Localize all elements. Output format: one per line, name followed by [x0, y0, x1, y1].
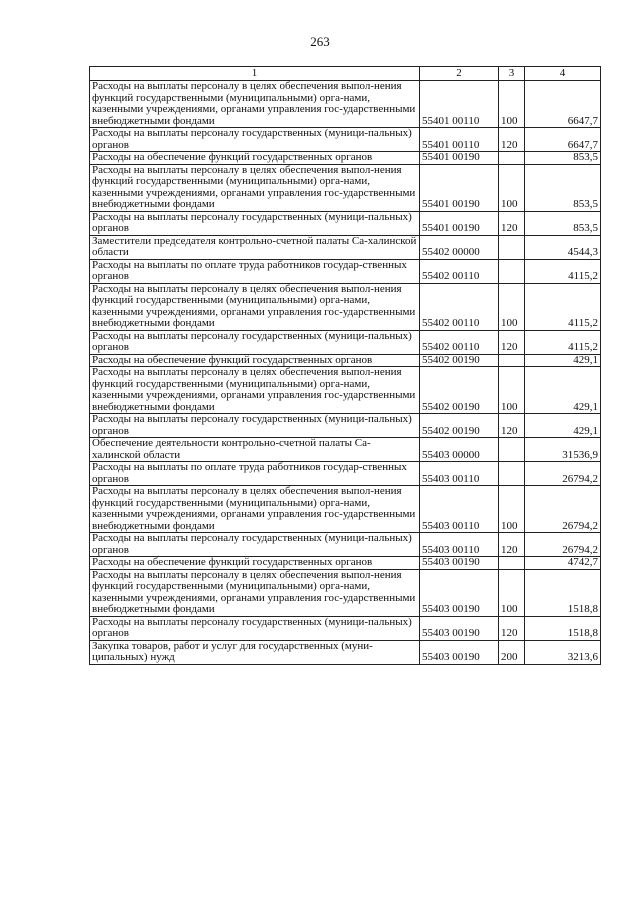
row-code: 55402 00190 [420, 367, 499, 414]
table-row [90, 557, 601, 570]
row-code: 55403 00190 [420, 569, 499, 616]
row-name: Расходы на выплаты персоналу в целях обеспечения выпол-нения функций государственными (муниципальными) орга-нами, казенными учреждениями, органами управления гос-ударственными внебюджетными фондами [90, 569, 420, 616]
row-code: 55402 00110 [420, 330, 499, 354]
row-type: 100 [499, 283, 525, 330]
table-row [90, 235, 601, 259]
row-code: 55401 00110 [420, 81, 499, 128]
header-col-1: 1 [90, 67, 420, 81]
table-row [90, 367, 601, 414]
table-row [90, 486, 601, 533]
row-type: 120 [499, 128, 525, 152]
row-sum: 4115,2 [525, 259, 601, 283]
table-row [90, 640, 601, 664]
table-row [90, 152, 601, 165]
row-sum: 429,1 [525, 354, 601, 367]
row-code: 55403 00000 [420, 438, 499, 462]
table-row [90, 81, 601, 128]
row-sum: 26794,2 [525, 533, 601, 557]
row-sum: 4115,2 [525, 330, 601, 354]
row-code: 55403 00190 [420, 640, 499, 664]
row-name: Расходы на выплаты персоналу в целях обеспечения выпол-нения функций государственными (муниципальными) орга-нами, казенными учреждениями, органами управления гос-ударственными внебюджетными фондами [90, 486, 420, 533]
row-type [499, 462, 525, 486]
row-name: Расходы на выплаты персоналу в целях обеспечения выпол-нения функций государственными (муниципальными) орга-нами, казенными учреждениями, органами управления гос-ударственными внебюджетными фондами [90, 164, 420, 211]
row-type: 100 [499, 81, 525, 128]
table-row [90, 533, 601, 557]
row-name: Расходы на обеспечение функций государственных органов [90, 152, 420, 165]
row-type: 200 [499, 640, 525, 664]
row-type: 100 [499, 367, 525, 414]
row-sum: 4115,2 [525, 283, 601, 330]
row-type [499, 259, 525, 283]
header-col-2: 2 [420, 67, 499, 81]
table-row [90, 259, 601, 283]
row-name: Расходы на выплаты по оплате труда работников государ-ственных органов [90, 462, 420, 486]
table-row [90, 128, 601, 152]
row-name: Расходы на выплаты персоналу государственных (муници-пальных) органов [90, 533, 420, 557]
header-row [90, 67, 601, 81]
header-col-4: 4 [525, 67, 601, 81]
row-name: Обеспечение деятельности контрольно-счетной палаты Са-халинской области [90, 438, 420, 462]
row-type: 120 [499, 330, 525, 354]
row-type [499, 557, 525, 570]
row-type: 120 [499, 616, 525, 640]
table-row [90, 211, 601, 235]
row-sum: 4742,7 [525, 557, 601, 570]
row-code: 55403 00190 [420, 616, 499, 640]
row-name: Заместители председателя контрольно-счетной палаты Са-халинской области [90, 235, 420, 259]
row-name: Расходы на выплаты персоналу государственных (муници-пальных) органов [90, 211, 420, 235]
row-type [499, 354, 525, 367]
row-code: 55401 00190 [420, 164, 499, 211]
row-type [499, 152, 525, 165]
row-name: Расходы на выплаты персоналу в целях обеспечения выпол-нения функций государственными (муниципальными) орга-нами, казенными учреждениями, органами управления гос-ударственными внебюджетными фондами [90, 367, 420, 414]
row-name: Расходы на выплаты персоналу в целях обеспечения выпол-нения функций государственными (муниципальными) орга-нами, казенными учреждениями, органами управления гос-ударственными внебюджетными фондами [90, 81, 420, 128]
row-sum: 429,1 [525, 367, 601, 414]
row-sum: 853,5 [525, 211, 601, 235]
row-type: 120 [499, 533, 525, 557]
row-sum: 6647,7 [525, 81, 601, 128]
table-row [90, 569, 601, 616]
row-sum: 1518,8 [525, 569, 601, 616]
row-sum: 429,1 [525, 414, 601, 438]
row-name: Расходы на обеспечение функций государственных органов [90, 557, 420, 570]
row-type: 100 [499, 164, 525, 211]
row-type: 120 [499, 414, 525, 438]
header-col-3: 3 [499, 67, 525, 81]
row-name: Закупка товаров, работ и услуг для государственных (муни-ципальных) нужд [90, 640, 420, 664]
row-code: 55401 00190 [420, 152, 499, 165]
row-name: Расходы на выплаты персоналу государственных (муници-пальных) органов [90, 616, 420, 640]
table-row [90, 354, 601, 367]
row-sum: 4544,3 [525, 235, 601, 259]
row-sum: 853,5 [525, 152, 601, 165]
row-type [499, 438, 525, 462]
row-name: Расходы на выплаты персоналу государственных (муници-пальных) органов [90, 128, 420, 152]
table-row [90, 164, 601, 211]
row-sum: 3213,6 [525, 640, 601, 664]
row-code: 55401 00110 [420, 128, 499, 152]
row-type: 100 [499, 486, 525, 533]
table-row [90, 462, 601, 486]
table-row [90, 330, 601, 354]
row-code: 55402 00000 [420, 235, 499, 259]
row-name: Расходы на выплаты персоналу государственных (муници-пальных) органов [90, 330, 420, 354]
row-type [499, 235, 525, 259]
row-sum: 6647,7 [525, 128, 601, 152]
row-type: 120 [499, 211, 525, 235]
row-name: Расходы на выплаты по оплате труда работников государ-ственных органов [90, 259, 420, 283]
table-row [90, 616, 601, 640]
row-sum: 26794,2 [525, 462, 601, 486]
row-type: 100 [499, 569, 525, 616]
table-row [90, 283, 601, 330]
row-name: Расходы на обеспечение функций государственных органов [90, 354, 420, 367]
page-number: 263 [310, 34, 330, 49]
row-code: 55401 00190 [420, 211, 499, 235]
row-sum: 853,5 [525, 164, 601, 211]
row-code: 55403 00110 [420, 533, 499, 557]
row-code: 55402 00190 [420, 354, 499, 367]
row-name: Расходы на выплаты персоналу государственных (муници-пальных) органов [90, 414, 420, 438]
row-code: 55403 00190 [420, 557, 499, 570]
table-row [90, 414, 601, 438]
table-row [90, 438, 601, 462]
row-sum: 1518,8 [525, 616, 601, 640]
row-name: Расходы на выплаты персоналу в целях обеспечения выпол-нения функций государственными (муниципальными) орга-нами, казенными учреждениями, органами управления гос-ударственными внебюджетными фондами [90, 283, 420, 330]
row-code: 55402 00110 [420, 283, 499, 330]
budget-table [89, 66, 601, 665]
row-code: 55403 00110 [420, 462, 499, 486]
row-code: 55403 00110 [420, 486, 499, 533]
row-sum: 26794,2 [525, 486, 601, 533]
row-code: 55402 00110 [420, 259, 499, 283]
row-sum: 31536,9 [525, 438, 601, 462]
row-code: 55402 00190 [420, 414, 499, 438]
